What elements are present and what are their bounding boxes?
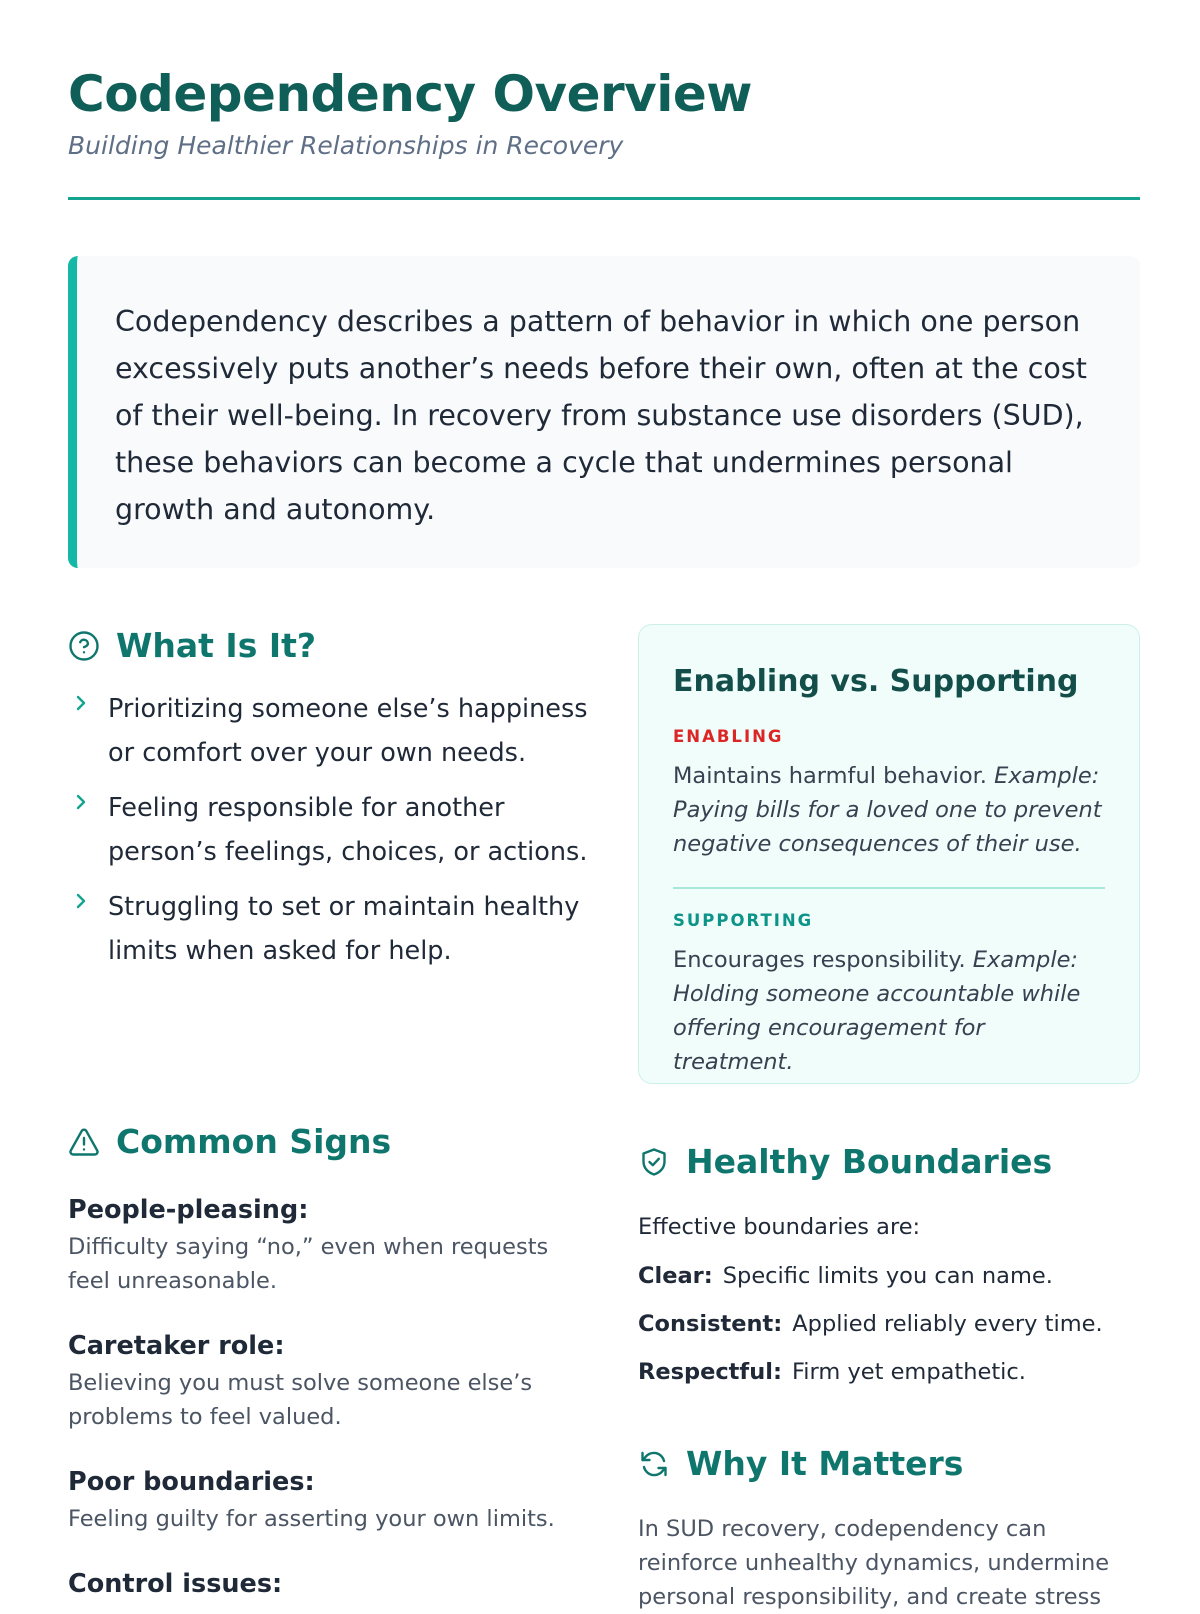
sign-item — [68, 1466, 588, 1536]
boundary-key: Respectful: — [638, 1359, 782, 1385]
intro-text: Codependency describes a pattern of behavior in which one person excessively puts another’s needs before their own, often at the cost of their well-being. In recovery from substance use disorders (SUD), these behaviors can become a cycle that undermines personal growth and autonomy. — [115, 305, 1087, 526]
why-it-matters-heading — [638, 1444, 1140, 1484]
boundary-item — [638, 1310, 1140, 1338]
healthy-boundaries-title: Healthy Boundaries — [686, 1142, 1053, 1181]
shield-check-icon — [638, 1146, 670, 1178]
sign-title: Poor boundaries: — [68, 1467, 315, 1497]
question-circle-icon — [68, 630, 100, 662]
sign-text: Believing you must solve someone else’s problems to feel valued. — [68, 1370, 533, 1430]
card-title: Enabling vs. Supporting — [673, 664, 1079, 699]
boundaries-intro: Effective boundaries are: — [638, 1214, 921, 1240]
list-item — [68, 787, 588, 874]
sign-item — [68, 1330, 588, 1434]
why-it-matters-section — [638, 1444, 1140, 1614]
enabling-label: ENABLING — [673, 727, 784, 746]
sign-text: Difficulty saying “no,” even when requests feel unreasonable. — [68, 1234, 549, 1294]
chevron-right-icon — [72, 790, 90, 814]
page-subtitle: Building Healthier Relationships in Recovery — [68, 131, 624, 160]
sign-title: Caretaker role: — [68, 1331, 285, 1361]
intro-callout — [68, 256, 1140, 568]
list-item-text: Feeling responsible for another person’s feelings, choices, or actions. — [108, 793, 588, 867]
sign-item — [68, 1568, 588, 1600]
why-it-matters-title: Why It Matters — [686, 1444, 964, 1483]
warning-triangle-icon — [68, 1126, 100, 1158]
list-item-text: Prioritizing someone else’s happiness or comfort over your own needs. — [108, 694, 588, 768]
card-divider — [673, 887, 1105, 889]
boundary-value: Specific limits you can name. — [722, 1263, 1053, 1289]
sign-item — [68, 1194, 588, 1298]
boundary-value: Applied reliably every time. — [792, 1311, 1103, 1337]
chevron-right-icon — [72, 691, 90, 715]
boundary-key: Consistent: — [638, 1311, 783, 1337]
healthy-boundaries-heading — [638, 1142, 1140, 1182]
healthy-boundaries-section — [638, 1142, 1140, 1386]
common-signs-section — [68, 1122, 588, 1600]
sign-title: People-pleasing: — [68, 1195, 309, 1225]
page-title: Codependency Overview — [68, 65, 752, 123]
what-is-it-section — [68, 626, 588, 985]
supporting-text — [673, 943, 1105, 1079]
what-is-it-heading — [68, 626, 588, 666]
supporting-label: SUPPORTING — [673, 911, 814, 930]
supporting-example: Example: Holding someone accountable while offering encouragement for treatment. — [673, 947, 1081, 1075]
enabling-vs-supporting-card — [638, 624, 1140, 1084]
list-item-text: Struggling to set or maintain healthy limits when asked for help. — [108, 892, 580, 966]
chevron-right-icon — [72, 889, 90, 913]
what-is-it-title: What Is It? — [116, 626, 317, 665]
supporting-description: Encourages responsibility. — [673, 947, 966, 973]
enabling-example: Example: Paying bills for a loved one to prevent negative consequences of their use. — [673, 763, 1102, 857]
boundary-item — [638, 1358, 1140, 1386]
enabling-description: Maintains harmful behavior. — [673, 763, 987, 789]
header-divider — [68, 197, 1140, 200]
why-it-matters-text: In SUD recovery, codependency can reinforce unhealthy dynamics, undermine personal responsibility, and create stress — [638, 1516, 1110, 1610]
header — [68, 64, 1140, 162]
boundary-key: Clear: — [638, 1263, 713, 1289]
common-signs-heading — [68, 1122, 588, 1162]
list-item — [68, 688, 588, 775]
list-item — [68, 886, 588, 973]
what-is-it-list — [68, 688, 588, 973]
refresh-icon — [638, 1448, 670, 1480]
boundary-item — [638, 1262, 1140, 1290]
sign-text: Feeling guilty for asserting your own limits. — [68, 1506, 555, 1532]
common-signs-title: Common Signs — [116, 1122, 392, 1161]
boundary-value: Firm yet empathetic. — [791, 1359, 1026, 1385]
enabling-text — [673, 759, 1105, 861]
sign-title: Control issues: — [68, 1569, 283, 1599]
